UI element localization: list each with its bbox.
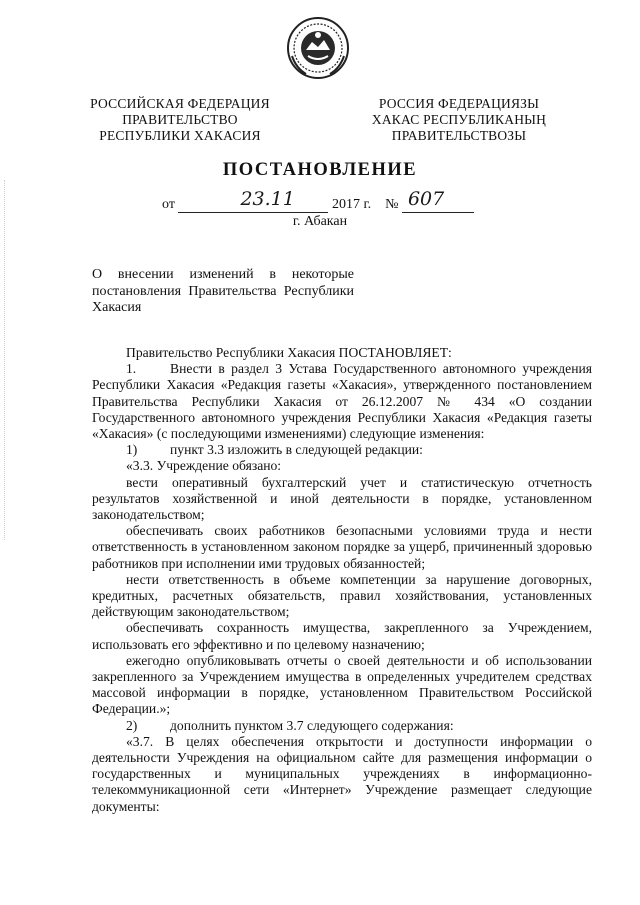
header-left-russian [80,96,280,144]
body-paragraph: Правительство Республики Хакасия ПОСТАНОВЛЯЕТ: [126,345,452,360]
header-right-khakas [356,96,562,144]
header-right-line: РОССИЯ ФЕДЕРАЦИЯЗЫ [378,96,540,111]
document-subject: О внесении изменений в некоторые постановления Правительства Республики Хакасия [92,267,354,315]
body-paragraph [92,718,592,734]
header-left-line: ПРАВИТЕЛЬСТВО [122,112,238,127]
year-label: 2017 г. [331,197,372,212]
document-body [92,345,592,815]
body-paragraph: обеспечивать своих работников безопасными условиями труда и нести ответственность в установленном законом порядке за ущерб, причиненный здоровью работников при исполнении ими трудовых обязанностей; [92,523,592,571]
number-label: № [385,197,399,212]
body-paragraph: обеспечивать сохранность имущества, закрепленного за Учреждением, использовать его эффективно и по целевому назначению; [92,620,592,652]
body-paragraph: «3.3. Учреждение обязано: [126,458,282,474]
body-paragraph [92,442,592,458]
document-title: ПОСТАНОВЛЕНИЕ [222,160,418,180]
scan-margin-marks [4,180,7,540]
handwritten-date: 23.11 [240,188,295,210]
date-field [178,188,328,213]
item-text: Внести в раздел 3 Устава Государственного автономного учреждения Республики Хакасия «Редакция газеты «Хакасия», утвержденного постановлением Правительства Республики Хакасия от 26.12.2007 № 434 «О создании Государственного автономного учреждения Республики Хакасия «Редакция газеты «Хакасия» (с последующими изменениями) следующие изменения: [92,361,592,442]
item-number: 2) [126,717,138,733]
header-left-line: РОССИЙСКАЯ ФЕДЕРАЦИЯ [90,96,270,111]
body-paragraph: ежегодно опубликовывать отчеты о своей деятельности и об использовании закрепленного за Учреждением имущества в определенных учредителем средствах массовой информации в порядке, установленном Правительством Российской Федерации.»; [92,652,592,717]
body-paragraph: вести оперативный бухгалтерский учет и статистическую отчетность результатов хозяйственной и иной деятельности в порядке, установленном законодательством; [92,474,592,523]
header-left-line: РЕСПУБЛИКИ ХАКАСИЯ [99,128,261,143]
header-right-line: ПРАВИТЕЛЬСТВОЗЫ [391,128,527,143]
city: г. Абакан [292,214,348,229]
item-number: 1. [126,361,137,377]
body-paragraph: нести ответственность в объеме компетенции за нарушение договорных, кредитных, расчетных обязательств, правил хозяйствования, установленных действующим законодательством; [92,571,592,620]
body-paragraph [92,361,592,442]
body-paragraph: «3.7. В целях обеспечения открытости и доступности информации о деятельности Учреждения на официальном сайте для размещения информации о государственных и муниципальных учреждениях в информационно-телекоммуникационной сети «Интернет» Учреждение размещает следующие документы: [92,733,592,814]
header-right-line: ХАКАС РЕСПУБЛИКАНЫҢ [371,112,547,127]
from-label: от [162,197,175,212]
number-field [402,188,474,213]
item-text: пункт 3.3 изложить в следующей редакции: [170,442,423,458]
item-text: дополнить пунктом 3.7 следующего содержания: [170,717,454,733]
coat-of-arms-emblem [286,16,350,80]
item-number: 1) [126,442,138,458]
handwritten-number: 607 [407,188,445,210]
